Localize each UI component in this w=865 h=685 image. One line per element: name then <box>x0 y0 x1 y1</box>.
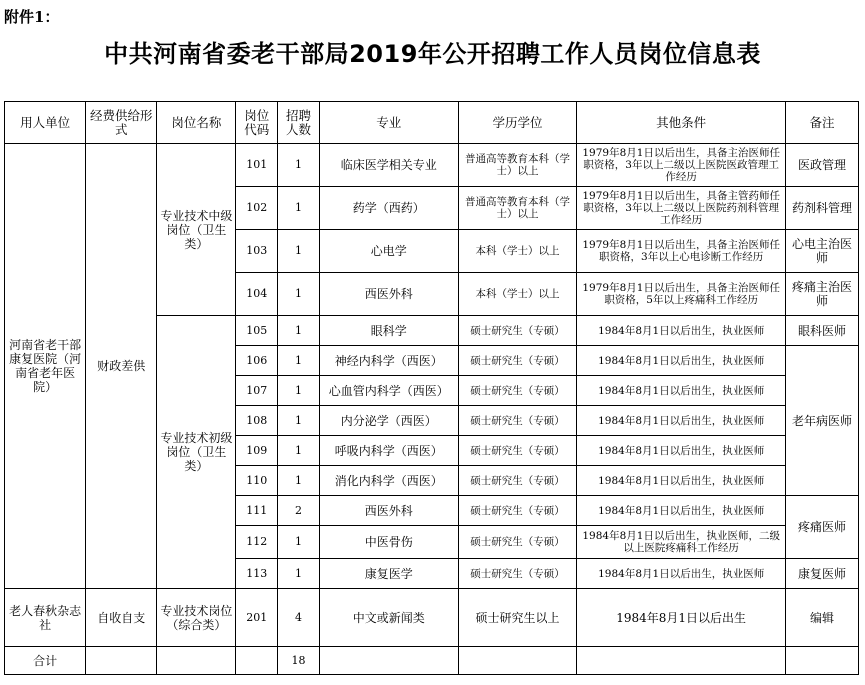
cell-degree: 普通高等教育本科（学士）以上 <box>458 144 577 187</box>
cell-count: 1 <box>278 144 320 187</box>
cell-count: 1 <box>278 230 320 273</box>
cell-conditions: 1979年8月1日以后出生，具备主治医师任职资格，3年以上心电诊断工作经历 <box>577 230 786 273</box>
cell-degree: 硕士研究生（专硕） <box>458 466 577 496</box>
cell-conditions: 1984年8月1日以后出生，执业医师 <box>577 316 786 346</box>
cell-conditions: 1984年8月1日以后出生，执业医师 <box>577 559 786 589</box>
empty-cell <box>785 647 858 675</box>
unit-magazine: 老人春秋杂志社 <box>5 589 86 647</box>
empty-cell <box>319 647 458 675</box>
cell-note: 医政管理 <box>785 144 858 187</box>
cell-degree: 硕士研究生（专硕） <box>458 436 577 466</box>
funding-hospital: 财政差供 <box>86 144 157 589</box>
cell-major: 心电学 <box>319 230 458 273</box>
cell-code: 106 <box>236 346 278 376</box>
cell-count: 1 <box>278 187 320 230</box>
cell-code: 201 <box>236 589 278 647</box>
cell-conditions: 1984年8月1日以后出生，执业医师 <box>577 346 786 376</box>
cell-note: 眼科医师 <box>785 316 858 346</box>
cell-count: 2 <box>278 496 320 526</box>
cell-major: 心血管内科学（西医） <box>319 376 458 406</box>
cell-code: 104 <box>236 273 278 316</box>
cell-degree: 普通高等教育本科（学士）以上 <box>458 187 577 230</box>
cell-code: 103 <box>236 230 278 273</box>
cell-conditions: 1984年8月1日以后出生，执业医师 <box>577 466 786 496</box>
note-geriatric: 老年病医师 <box>785 346 858 496</box>
cell-code: 105 <box>236 316 278 346</box>
cell-count: 1 <box>278 466 320 496</box>
cell-conditions: 1979年8月1日以后出生，具备主治医师任职资格，5年以上疼痛科工作经历 <box>577 273 786 316</box>
position-mixed: 专业技术岗位（综合类） <box>157 589 236 647</box>
cell-count: 1 <box>278 559 320 589</box>
cell-major: 康复医学 <box>319 559 458 589</box>
empty-cell <box>236 647 278 675</box>
empty-cell <box>458 647 577 675</box>
unit-hospital: 河南省老干部康复医院（河南省老年医院） <box>5 144 86 589</box>
cell-degree: 硕士研究生（专硕） <box>458 406 577 436</box>
cell-conditions: 1984年8月1日以后出生，执业医师，二级以上医院疼痛科工作经历 <box>577 526 786 559</box>
cell-degree: 硕士研究生（专硕） <box>458 496 577 526</box>
header-major: 专业 <box>319 102 458 144</box>
header-funding: 经费供给形式 <box>86 102 157 144</box>
cell-major: 呼吸内科学（西医） <box>319 436 458 466</box>
total-count: 18 <box>278 647 320 675</box>
page-title: 中共河南省委老干部局2019年公开招聘工作人员岗位信息表 <box>104 40 761 68</box>
note-pain: 疼痛医师 <box>785 496 858 559</box>
table-row <box>5 144 859 187</box>
cell-conditions: 1984年8月1日以后出生，执业医师 <box>577 496 786 526</box>
cell-major: 药学（西药） <box>319 187 458 230</box>
funding-magazine: 自收自支 <box>86 589 157 647</box>
cell-degree: 硕士研究生（专硕） <box>458 316 577 346</box>
position-mid: 专业技术中级岗位（卫生类） <box>157 144 236 316</box>
cell-count: 1 <box>278 376 320 406</box>
cell-note: 心电主治医师 <box>785 230 858 273</box>
cell-conditions: 1979年8月1日以后出生，具备主治医师任职资格，3年以上二级以上医院医政管理工作经历 <box>577 144 786 187</box>
cell-degree: 硕士研究生（专硕） <box>458 376 577 406</box>
table-row <box>5 589 859 647</box>
cell-major: 西医外科 <box>319 273 458 316</box>
cell-degree: 本科（学士）以上 <box>458 230 577 273</box>
cell-code: 107 <box>236 376 278 406</box>
cell-code: 113 <box>236 559 278 589</box>
header-conditions: 其他条件 <box>577 102 786 144</box>
total-row <box>5 647 859 675</box>
empty-cell <box>577 647 786 675</box>
cell-count: 4 <box>278 589 320 647</box>
cell-major: 中文或新闻类 <box>319 589 458 647</box>
cell-code: 101 <box>236 144 278 187</box>
cell-major: 内分泌学（西医） <box>319 406 458 436</box>
cell-code: 109 <box>236 436 278 466</box>
cell-code: 111 <box>236 496 278 526</box>
cell-note: 疼痛主治医师 <box>785 273 858 316</box>
cell-count: 1 <box>278 526 320 559</box>
cell-major: 西医外科 <box>319 496 458 526</box>
cell-code: 110 <box>236 466 278 496</box>
cell-conditions: 1979年8月1日以后出生，具备主管药师任职资格，3年以上二级以上医院药剂科管理工作经历 <box>577 187 786 230</box>
header-code: 岗位代码 <box>236 102 278 144</box>
cell-major: 中医骨伤 <box>319 526 458 559</box>
cell-degree: 硕士研究生（专硕） <box>458 559 577 589</box>
cell-degree: 硕士研究生以上 <box>458 589 577 647</box>
cell-code: 112 <box>236 526 278 559</box>
cell-count: 1 <box>278 436 320 466</box>
header-note: 备注 <box>785 102 858 144</box>
cell-note: 药剂科管理 <box>785 187 858 230</box>
cell-major: 临床医学相关专业 <box>319 144 458 187</box>
header-degree: 学历学位 <box>458 102 577 144</box>
cell-conditions: 1984年8月1日以后出生，执业医师 <box>577 406 786 436</box>
cell-note: 康复医师 <box>785 559 858 589</box>
cell-conditions: 1984年8月1日以后出生，执业医师 <box>577 436 786 466</box>
cell-count: 1 <box>278 346 320 376</box>
attachment-label: 附件1： <box>4 8 60 26</box>
empty-cell <box>157 647 236 675</box>
cell-count: 1 <box>278 406 320 436</box>
header-row <box>5 102 859 144</box>
cell-degree: 本科（学士）以上 <box>458 273 577 316</box>
cell-major: 神经内科学（西医） <box>319 346 458 376</box>
cell-major: 消化内科学（西医） <box>319 466 458 496</box>
cell-degree: 硕士研究生（专硕） <box>458 346 577 376</box>
empty-cell <box>86 647 157 675</box>
cell-major: 眼科学 <box>319 316 458 346</box>
header-unit: 用人单位 <box>5 102 86 144</box>
cell-code: 102 <box>236 187 278 230</box>
header-count: 招聘人数 <box>278 102 320 144</box>
position-junior: 专业技术初级岗位（卫生类） <box>157 316 236 589</box>
cell-conditions: 1984年8月1日以后出生，执业医师 <box>577 376 786 406</box>
cell-count: 1 <box>278 316 320 346</box>
total-label: 合计 <box>5 647 86 675</box>
header-position: 岗位名称 <box>157 102 236 144</box>
cell-count: 1 <box>278 273 320 316</box>
cell-note: 编辑 <box>785 589 858 647</box>
cell-code: 108 <box>236 406 278 436</box>
cell-degree: 硕士研究生（专硕） <box>458 526 577 559</box>
positions-table <box>4 101 859 675</box>
cell-conditions: 1984年8月1日以后出生 <box>577 589 786 647</box>
